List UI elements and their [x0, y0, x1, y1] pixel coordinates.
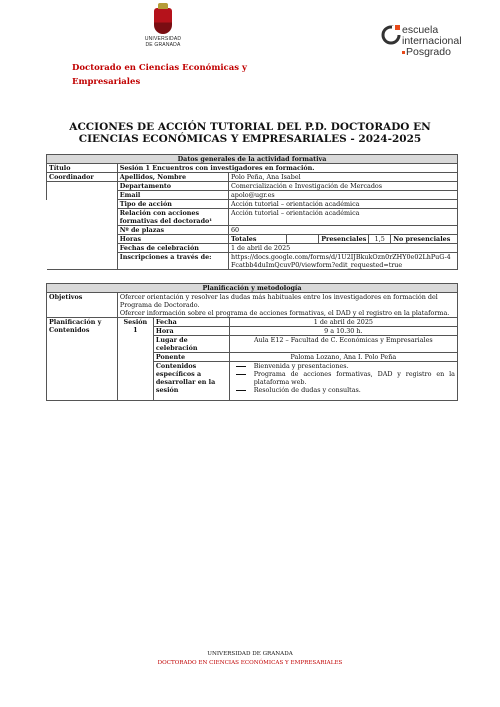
- document-title: ACCIONES DE ACCIÓN TUTORIAL DEL P.D. DOCTORADO EN CIENCIAS ECONÓMICAS Y EMPRESARIALES - 2024-2025: [69, 121, 431, 145]
- contenidos-label: Contenidos específicos a desarrollar en la sesión: [153, 362, 229, 401]
- apellidos-value: Polo Peña, Ana Isabel: [228, 173, 457, 182]
- footer-university: UNIVERSIDAD DE GRANADA: [207, 651, 293, 657]
- hora-value: 9 a 10.30 h.: [229, 327, 457, 336]
- presenciales-value: 1,5: [369, 235, 391, 244]
- totales-label: Totales: [228, 235, 286, 244]
- tipo-label: Tipo de acción: [117, 200, 228, 209]
- eip-line3: Posgrado: [402, 47, 462, 58]
- planificacion-label: Planificación y Contenidos: [47, 318, 118, 401]
- footer-program: DOCTORADO EN CIENCIAS ECONÓMICAS Y EMPRESARIALES: [157, 660, 343, 666]
- fecha-value: 1 de abril de 2025: [229, 318, 457, 327]
- fecha-label: Fecha: [153, 318, 229, 327]
- inscripciones-label: Inscripciones a través de:: [117, 253, 228, 270]
- departamento-label: Departamento: [117, 182, 228, 191]
- apellidos-label: Apellidos, Nombre: [117, 173, 228, 182]
- general-data-table: [46, 154, 458, 270]
- tipo-value: Acción tutorial – orientación académica: [228, 200, 457, 209]
- plan-section-title: Planificación y metodología: [47, 284, 458, 293]
- contenidos-item: Bienvenida y presentaciones.: [232, 362, 455, 370]
- sesion-cell: [117, 318, 153, 401]
- ponente-value: Paloma Lozano, Ana I. Polo Peña: [229, 353, 457, 362]
- footer: [40, 650, 460, 668]
- contenidos-item: Resolución de dudas y consultas.: [232, 386, 455, 394]
- sesion-number: 1: [133, 326, 138, 334]
- fechas-label: Fechas de celebración: [117, 244, 228, 253]
- titulo-label: Título: [47, 164, 118, 173]
- no-presenciales-label: No presenciales: [391, 235, 458, 244]
- email-label: Email: [117, 191, 228, 200]
- departamento-value: Comercialización e Investigación de Mercados: [228, 182, 457, 191]
- sesion-label: Sesión: [123, 318, 148, 326]
- eip-line1: escuela: [402, 24, 439, 36]
- lugar-value: Aula E12 – Facultad de C. Económicas y Empresariales: [229, 336, 457, 353]
- program-title: Doctorado en Ciencias Económicas y Empresariales: [72, 63, 247, 87]
- fechas-value: 1 de abril de 2025: [228, 244, 457, 253]
- eip-mark-icon: [380, 24, 402, 46]
- objetivos-text: [117, 293, 457, 318]
- ugr-logo-text: UNIVERSIDAD DE GRANADA: [144, 36, 182, 48]
- ugr-logo: [133, 8, 193, 48]
- contenidos-list: [232, 362, 455, 394]
- relacion-value: Acción tutorial – orientación académica: [228, 209, 457, 226]
- ponente-label: Ponente: [153, 353, 229, 362]
- eip-logo: [380, 22, 470, 66]
- plazas-value: 60: [228, 226, 457, 235]
- horas-label: Horas: [117, 235, 228, 244]
- inscripciones-link[interactable]: https://docs.google.com/forms/d/1U2IJBkukOzn0rZHY0e02LhPuG-4Fcatbb4duImQcuvP0/viewform?edit_requested=true: [228, 253, 457, 270]
- relacion-label: Relación con acciones formativas del doctorado¹: [117, 209, 228, 226]
- objetivos-line-1: Ofercer orientación y resolver las dudas más habituales entre los investigadores en formación del Programa de Doctorado.: [119, 293, 438, 309]
- plazas-label: Nº de plazas: [117, 226, 228, 235]
- hora-label: Hora: [153, 327, 229, 336]
- objetivos-line-2: Ofercer información sobre el programa de acciones formativas, el DAD y el registro en la plataforma.: [119, 309, 450, 317]
- totales-value: [286, 235, 319, 244]
- ugr-crest-icon: [154, 8, 172, 34]
- general-section-title: Datos generales de la actividad formativa: [47, 155, 458, 164]
- planning-table: [46, 283, 458, 401]
- lugar-label: Lugar de celebración: [153, 336, 229, 353]
- email-value: apolo@ugr.es: [228, 191, 457, 200]
- coordinador-label: Coordinador: [47, 173, 118, 182]
- presenciales-label: Presenciales: [319, 235, 369, 244]
- titulo-value: Sesión 1 Encuentros con investigadores en formación.: [117, 164, 457, 173]
- eip-line2: internacional: [402, 35, 462, 47]
- objetivos-label: Objetivos: [47, 293, 118, 318]
- contenidos-item: Programa de acciones formativas, DAD y registro en la plataforma web.: [232, 370, 455, 386]
- contenidos-list-cell: [229, 362, 457, 401]
